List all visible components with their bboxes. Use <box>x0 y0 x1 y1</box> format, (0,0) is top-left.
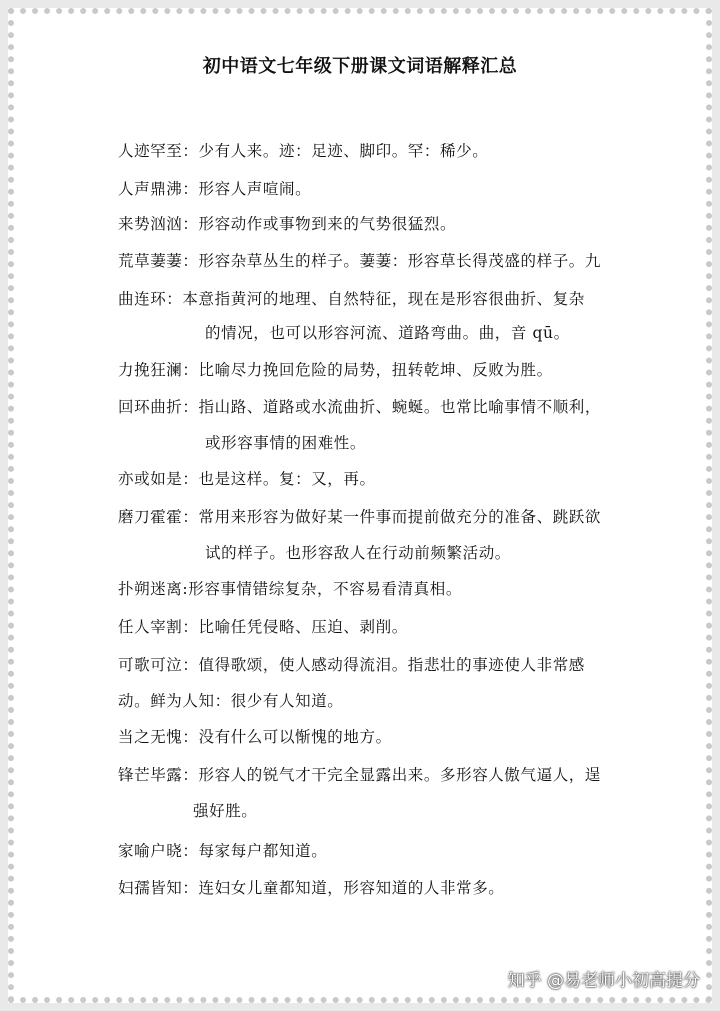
text-line: 试的样子。也形容敌人在行动前频繁活动。 <box>205 544 511 562</box>
text-line: 或形容事情的困难性。 <box>205 434 367 452</box>
text-line: 妇孺皆知：连妇女儿童都知道，形容知道的人非常多。 <box>118 879 505 897</box>
text-line: 亦或如是：也是这样。复：又，再。 <box>118 470 376 488</box>
text-line: 磨刀霍霍：常用来形容为做好某一件事而提前做充分的准备、跳跃欲 <box>118 508 602 526</box>
text-line: 家喻户晓：每家每户都知道。 <box>118 842 328 860</box>
text-line: 来势汹汹：形容动作或事物到来的气势很猛烈。 <box>118 215 457 233</box>
watermark: 知乎 @易老师小初高提分 <box>507 971 700 991</box>
text-line: 可歌可泣：值得歌颂，使人感动得流泪。指悲壮的事迹使人非常感 <box>118 656 585 674</box>
text-line: 的情况，也可以形容河流、道路弯曲。曲，音 qū。 <box>205 324 570 342</box>
text-line: 扑朔迷离:形容事情错综复杂，不容易看清真相。 <box>118 580 462 598</box>
text-line: 人声鼎沸：形容人声喧闹。 <box>118 180 312 198</box>
text-line: 强好胜。 <box>193 802 258 820</box>
text-line: 力挽狂澜：比喻尽力挽回危险的局势，扭转乾坤、反败为胜。 <box>118 361 553 379</box>
text-line: 回环曲折：指山路、道路或水流曲折、蜿蜒。也常比喻事情不顺利， <box>118 398 602 416</box>
text-line: 人迹罕至：少有人来。迹：足迹、脚印。罕：稀少。 <box>118 142 489 160</box>
page-title: 初中语文七年级下册课文词语解释汇总 <box>202 56 518 77</box>
text-line: 荒草萋萋：形容杂草丛生的样子。萋萋：形容草长得茂盛的样子。九 <box>118 252 602 270</box>
text-line: 锋芒毕露：形容人的锐气才干完全显露出来。多形容人傲气逼人，逞 <box>118 766 602 784</box>
text-line: 曲连环：本意指黄河的地理、自然特征，现在是形容很曲折、复杂 <box>118 290 585 308</box>
text-line: 任人宰割：比喻任凭侵略、压迫、剥削。 <box>118 618 408 636</box>
text-line: 当之无愧：没有什么可以惭愧的地方。 <box>118 728 392 746</box>
text-line: 动。鲜为人知：很少有人知道。 <box>118 692 344 710</box>
